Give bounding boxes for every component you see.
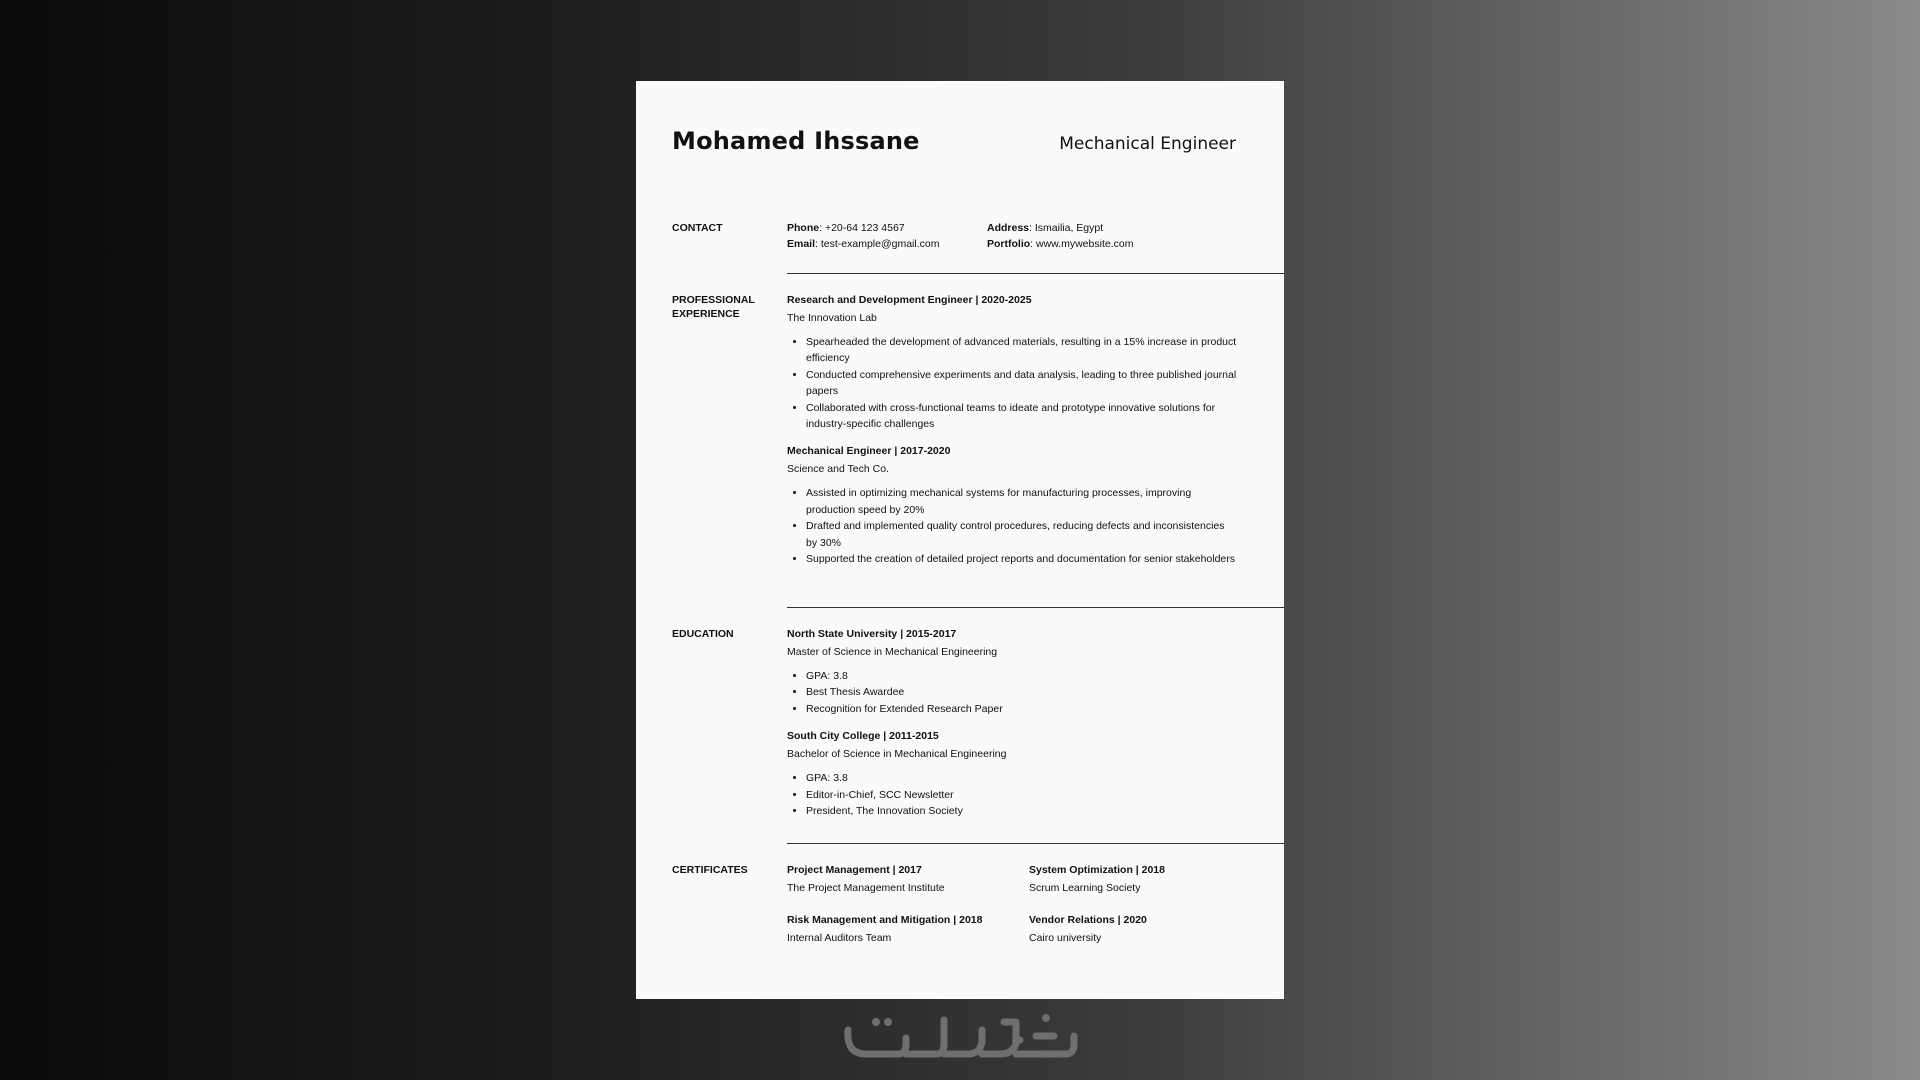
job-bullets bbox=[787, 334, 1237, 432]
list-item: • Conducted comprehensive experiments and data analysis, leading to three published journal papers bbox=[806, 367, 1237, 400]
certificate-item: System Optimization | 2018 Scrum Learning Society bbox=[1029, 864, 1165, 894]
list-item: • President, The Innovation Society bbox=[806, 803, 1237, 819]
education-heading: EDUCATION bbox=[672, 628, 734, 640]
phone-line: Phone: +20-64 123 4567 bbox=[787, 222, 905, 234]
logo-dot bbox=[872, 1018, 880, 1026]
certificate-item: Project Management | 2017 The Project Management Institute bbox=[787, 864, 945, 894]
contact-details bbox=[787, 221, 1237, 252]
school-degree: Master of Science in Mechanical Engineering bbox=[787, 646, 998, 658]
school-title: North State University | 2015-2017 bbox=[787, 628, 957, 640]
job-title: Mechanical Engineer | 2017-2020 bbox=[787, 445, 951, 458]
list-item: • Assisted in optimizing mechanical systems for manufacturing processes, improving production speed by 20% bbox=[806, 485, 1237, 518]
person-name: Mohamed Ihssane bbox=[672, 127, 920, 155]
divider bbox=[787, 843, 1284, 844]
phone-value: +20-64 123 4567 bbox=[824, 222, 905, 234]
list-item: • Recognition for Extended Research Paper bbox=[806, 701, 1237, 717]
contact-heading: CONTACT bbox=[672, 222, 723, 234]
portfolio-value: www.mywebsite.com bbox=[1036, 238, 1134, 250]
education-list bbox=[787, 627, 1237, 831]
certificate-item: Vendor Relations | 2020 Cairo university bbox=[1029, 914, 1147, 944]
email-value: test-example@gmail.com bbox=[820, 238, 940, 250]
list-item: • GPA: 3.8 bbox=[806, 668, 1237, 684]
list-item: • GPA: 3.8 bbox=[806, 770, 1237, 786]
school-degree: Bachelor of Science in Mechanical Engineering bbox=[787, 748, 1007, 761]
job-entry bbox=[787, 444, 1237, 567]
khamsat-logo bbox=[840, 1000, 1080, 1070]
list-item: • Spearheaded the development of advanced materials, resulting in a 15% increase in product efficiency bbox=[806, 334, 1237, 367]
school-entry bbox=[787, 627, 1237, 717]
address-value: Ismailia, Egypt bbox=[1034, 222, 1104, 234]
list-item: • Supported the creation of detailed project reports and documentation for senior stakeholders bbox=[806, 551, 1237, 567]
logo-stroke bbox=[906, 1020, 944, 1054]
experience-list bbox=[787, 293, 1237, 579]
school-entry bbox=[787, 729, 1237, 819]
resume-page bbox=[636, 81, 1284, 999]
school-bullets bbox=[787, 770, 1237, 819]
school-title: South City College | 2011-2015 bbox=[787, 730, 939, 743]
job-bullets bbox=[787, 485, 1237, 567]
divider bbox=[787, 607, 1284, 608]
logo-stroke bbox=[982, 1022, 1016, 1054]
logo-dot bbox=[884, 1018, 892, 1026]
job-title: Research and Development Engineer | 2020-2025 bbox=[787, 294, 1032, 306]
school-bullets bbox=[787, 668, 1237, 717]
list-item: • Drafted and implemented quality control procedures, reducing defects and inconsistencies by 30% bbox=[806, 518, 1237, 551]
list-item: • Collaborated with cross-functional teams to ideate and prototype innovative solutions for industry-specific challenges bbox=[806, 400, 1237, 433]
logo-stroke bbox=[848, 1030, 906, 1054]
list-item: • Best Thesis Awardee bbox=[806, 684, 1237, 700]
list-item: • Editor-in-Chief, SCC Newsletter bbox=[806, 787, 1237, 803]
logo-dot bbox=[1042, 1014, 1050, 1022]
job-entry bbox=[787, 293, 1237, 432]
certificates-list bbox=[787, 863, 1237, 946]
divider bbox=[787, 273, 1284, 274]
job-org: The Innovation Lab bbox=[787, 312, 877, 324]
job-role: Mechanical Engineer bbox=[1059, 134, 1236, 154]
email-line: Email: test-example@gmail.com bbox=[787, 238, 940, 250]
address-line: Address: Ismailia, Egypt bbox=[987, 222, 1104, 234]
experience-heading: PROFESSIONAL EXPERIENCE bbox=[672, 294, 755, 320]
certificate-item: Risk Management and Mitigation | 2018 Internal Auditors Team bbox=[787, 914, 983, 944]
job-org: Science and Tech Co. bbox=[787, 463, 889, 476]
logo-stroke bbox=[944, 1030, 982, 1054]
certificates-heading: CERTIFICATES bbox=[672, 864, 748, 876]
portfolio-line: Portfolio: www.mywebsite.com bbox=[987, 238, 1134, 250]
